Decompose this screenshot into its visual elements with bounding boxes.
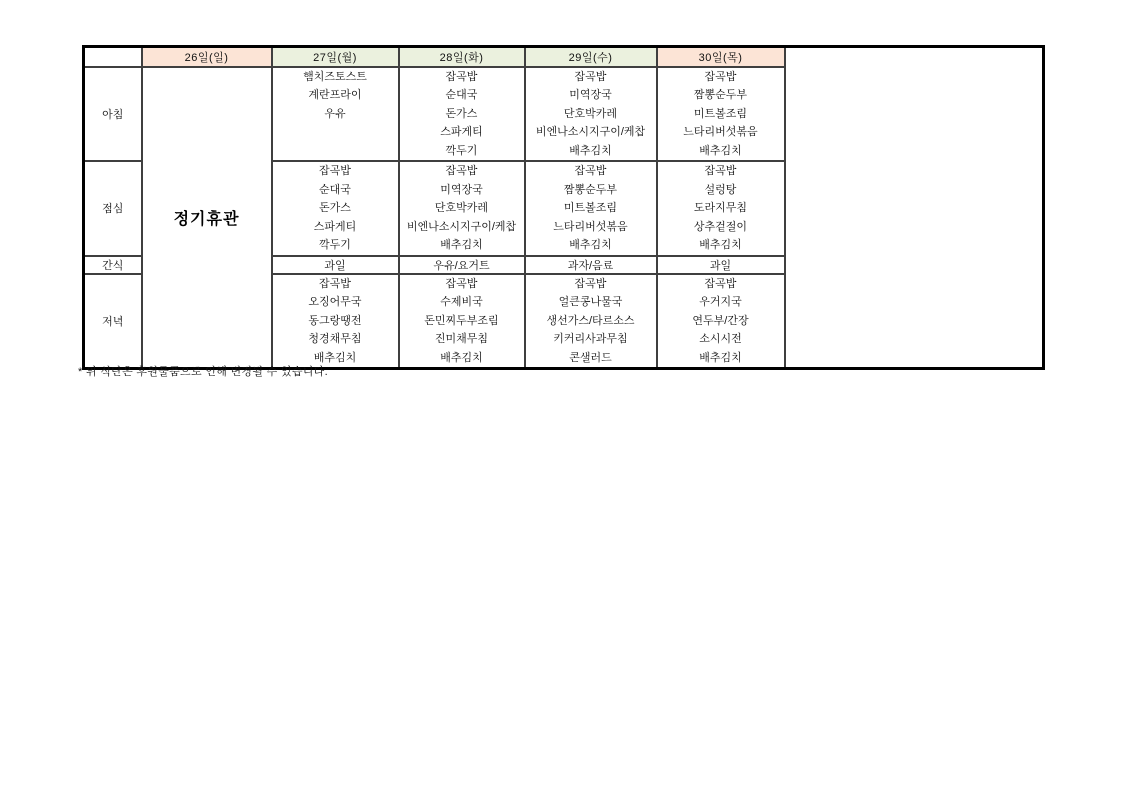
menu-item: 오징어무국 (308, 296, 362, 308)
menu-item: 수제비국 (440, 296, 483, 308)
menu-item: 도라지무침 (693, 202, 748, 214)
lunch-monday (272, 161, 399, 256)
menu-item: 순대국 (319, 183, 351, 196)
menu-item: 미트볼조림 (563, 202, 618, 214)
menu-item: 설렁탕 (704, 183, 737, 196)
menu-item: 생선가스/타르소스 (546, 314, 635, 327)
corner-cell (84, 47, 142, 67)
row-label-dinner: 저녁 (84, 274, 142, 369)
breakfast-monday (272, 67, 399, 162)
row-label-breakfast: 아침 (84, 67, 142, 162)
menu-item: 돈민찌두부조림 (424, 314, 499, 327)
menu-item: 단호박카레 (563, 107, 618, 120)
menu-item: 배추김치 (313, 351, 357, 364)
menu-item: 스파게티 (313, 220, 357, 233)
menu-item: 콘샐러드 (569, 351, 612, 364)
menu-item: 동그랑땡전 (308, 314, 362, 327)
menu-item: 순대국 (445, 89, 478, 101)
menu-item: 배추김치 (569, 239, 612, 251)
breakfast-thursday (657, 67, 785, 162)
menu-item (273, 142, 398, 161)
menu-item: 잡곡밥 (704, 277, 737, 290)
breakfast-tuesday (399, 67, 525, 162)
menu-item: 소시시전 (699, 333, 742, 345)
lunch-wednesday (525, 161, 657, 256)
date-header-monday: 27일(월) (272, 47, 399, 67)
menu-item: 상추겉절이 (693, 220, 748, 233)
closed-notice: 정기휴관 (173, 210, 240, 228)
menu-item: 청경채무침 (308, 333, 362, 345)
menu-item: 잡곡밥 (704, 165, 737, 177)
snack-tuesday: 우유/요거트 (399, 256, 525, 274)
date-header-wednesday: 29일(수) (525, 47, 657, 67)
footnote: * 위 식단은 후원물품으로 인해 변경될 수 있습니다. (78, 366, 328, 378)
lunch-thursday (657, 161, 785, 256)
dinner-monday (272, 274, 399, 369)
menu-item: 배추김치 (440, 351, 483, 364)
snack-wednesday: 과자/음료 (525, 256, 657, 274)
menu-item: 미역장국 (569, 89, 612, 101)
menu-item: 배추김치 (699, 351, 742, 364)
row-label-snack: 간식 (84, 256, 142, 274)
menu-item: 비엔나소시지구이/케찹 (406, 220, 517, 233)
menu-item: 잡곡밥 (319, 277, 351, 290)
menu-item: 키커리사과무침 (553, 333, 628, 345)
snack-monday: 과일 (272, 256, 399, 274)
menu-item: 잡곡밥 (574, 277, 607, 290)
menu-item: 돈가스 (445, 107, 478, 120)
menu-item: 잡곡밥 (445, 165, 478, 177)
row-label-lunch: 점심 (84, 161, 142, 256)
lunch-tuesday (399, 161, 525, 256)
menu-item: 잡곡밥 (445, 277, 478, 290)
menu-item: 잡곡밥 (574, 165, 607, 177)
date-header-row (84, 47, 1044, 67)
date-header-thursday: 30일(목) (657, 47, 785, 67)
menu-item: 느타리버섯볶음 (683, 126, 758, 138)
menu-item: 잡곡밥 (574, 70, 607, 83)
menu-item: 미역장국 (440, 183, 483, 196)
menu-item: 미트볼조림 (693, 107, 748, 120)
menu-item: 스파게티 (440, 126, 483, 138)
menu-item: 햄치즈토스트 (303, 70, 367, 83)
menu-item: 우거지국 (699, 296, 742, 308)
menu-item: 진미채무침 (434, 333, 489, 345)
weekly-menu-table (82, 45, 1045, 370)
menu-item: 잡곡밥 (319, 165, 351, 177)
menu-item: 배추김치 (699, 239, 742, 251)
menu-item: 배추김치 (440, 239, 483, 251)
menu-item: 우유 (324, 107, 346, 120)
menu-item: 배추김치 (569, 144, 612, 157)
date-header-tuesday: 28일(화) (399, 47, 525, 67)
empty-right-area (785, 47, 1044, 369)
breakfast-wednesday (525, 67, 657, 162)
menu-item: 연두부/간장 (692, 314, 749, 327)
menu-item: 계란프라이 (308, 89, 362, 101)
dinner-wednesday (525, 274, 657, 369)
date-header-sunday: 26일(일) (142, 47, 272, 67)
menu-item: 짬뽕순두부 (693, 89, 748, 101)
menu-item: 느타리버섯볶음 (553, 220, 628, 233)
menu-item: 깍두기 (445, 144, 478, 157)
snack-thursday: 과일 (657, 256, 785, 274)
menu-item: 배추김치 (699, 144, 742, 157)
menu-item: 돈가스 (319, 202, 351, 214)
dinner-tuesday (399, 274, 525, 369)
menu-item: 단호박카레 (434, 202, 489, 214)
dinner-thursday (657, 274, 785, 369)
menu-item: 얼큰콩나물국 (558, 296, 623, 308)
menu-item: 깍두기 (319, 239, 351, 251)
menu-item: 비엔나소시지구이/케찹 (535, 126, 646, 138)
menu-item (273, 123, 398, 142)
sunday-closed-cell (142, 67, 272, 369)
menu-item: 잡곡밥 (704, 70, 737, 83)
menu-item: 잡곡밥 (445, 70, 478, 83)
menu-item: 짬뽕순두부 (563, 183, 618, 196)
